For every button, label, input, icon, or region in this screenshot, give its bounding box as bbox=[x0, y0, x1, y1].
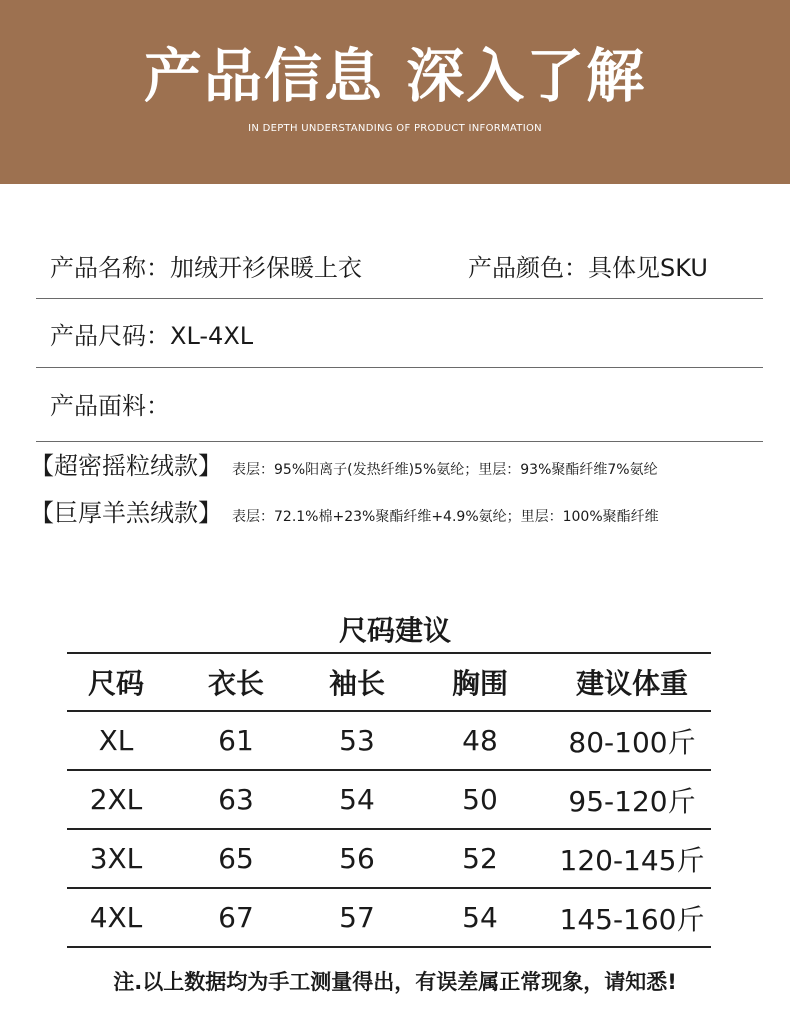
table-row bbox=[67, 888, 711, 947]
product-size-label: 产品尺码： bbox=[50, 322, 170, 350]
table-row bbox=[67, 711, 711, 770]
fabric-detail: 表层：72.1%棉+23%聚酯纤维+4.9%氨纶；里层：100%聚酯纤维 bbox=[232, 509, 659, 525]
measurement-note: 注.以上数据均为手工测量得出，有误差属正常现象，请知悉! bbox=[113, 970, 677, 994]
page-subtitle: IN DEPTH UNDERSTANDING OF PRODUCT INFORMATION bbox=[248, 123, 542, 134]
table-cell: 65 bbox=[165, 829, 307, 888]
product-size-row bbox=[50, 319, 253, 353]
fabric-name: 【超密摇粒绒款】 bbox=[30, 452, 222, 480]
column-header: 袖长 bbox=[307, 653, 407, 711]
table-cell: 54 bbox=[307, 770, 407, 829]
product-name-row bbox=[50, 251, 362, 285]
product-fabric-label: 产品面料： bbox=[50, 392, 170, 420]
table-cell: 67 bbox=[165, 888, 307, 947]
column-header: 建议体重 bbox=[553, 653, 711, 711]
column-header: 胸围 bbox=[407, 653, 553, 711]
product-color-label: 产品颜色： bbox=[468, 254, 588, 282]
fabric-item bbox=[30, 449, 658, 487]
product-size-value: XL-4XL bbox=[170, 322, 254, 350]
table-row bbox=[67, 770, 711, 829]
size-chart-title: 尺码建议 bbox=[338, 614, 451, 647]
fabric-name: 【巨厚羊羔绒款】 bbox=[30, 499, 222, 527]
header-banner bbox=[0, 0, 790, 184]
table-header-row bbox=[67, 653, 711, 711]
product-name-value: 加绒开衫保暖上衣 bbox=[170, 254, 362, 282]
table-cell: 53 bbox=[307, 711, 407, 770]
table-cell: 56 bbox=[307, 829, 407, 888]
table-cell: 50 bbox=[407, 770, 553, 829]
product-name-label: 产品名称： bbox=[50, 254, 170, 282]
product-fabric-row bbox=[50, 389, 170, 423]
column-header: 尺码 bbox=[67, 653, 165, 711]
table-cell: 120-145斤 bbox=[553, 829, 711, 888]
table-cell: 2XL bbox=[67, 770, 165, 829]
size-chart-table bbox=[67, 652, 711, 948]
table-cell: 61 bbox=[165, 711, 307, 770]
fabric-item bbox=[30, 496, 659, 534]
product-color-row bbox=[468, 251, 708, 285]
table-cell: 95-120斤 bbox=[553, 770, 711, 829]
table-row bbox=[67, 829, 711, 888]
table-cell: 54 bbox=[407, 888, 553, 947]
product-color-value: 具体见SKU bbox=[588, 254, 708, 282]
table-cell: 80-100斤 bbox=[553, 711, 711, 770]
page-title: 产品信息 深入了解 bbox=[143, 42, 647, 110]
table-cell: XL bbox=[67, 711, 165, 770]
divider bbox=[36, 298, 763, 299]
divider bbox=[36, 367, 763, 368]
table-cell: 3XL bbox=[67, 829, 165, 888]
fabric-detail: 表层：95%阳离子(发热纤维)5%氨纶；里层：93%聚酯纤维7%氨纶 bbox=[232, 462, 658, 478]
table-cell: 48 bbox=[407, 711, 553, 770]
table-cell: 63 bbox=[165, 770, 307, 829]
divider bbox=[36, 441, 763, 442]
table-cell: 145-160斤 bbox=[553, 888, 711, 947]
table-cell: 4XL bbox=[67, 888, 165, 947]
table-cell: 57 bbox=[307, 888, 407, 947]
table-cell: 52 bbox=[407, 829, 553, 888]
column-header: 衣长 bbox=[165, 653, 307, 711]
